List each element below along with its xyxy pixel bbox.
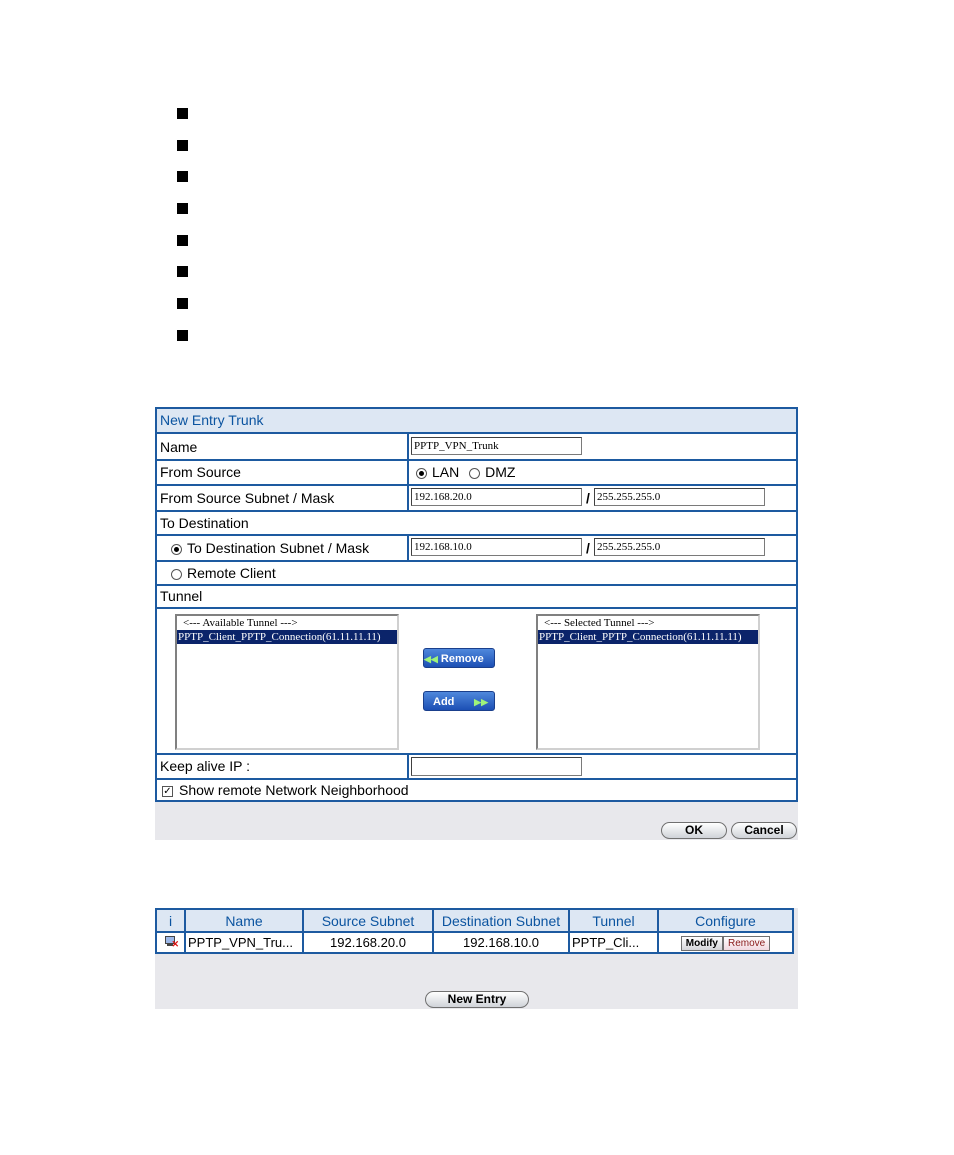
remote-client-option bbox=[171, 562, 276, 584]
selected-tunnel-list[interactable] bbox=[536, 614, 760, 750]
to-destination-row bbox=[157, 510, 796, 534]
col-configure-header: Configure bbox=[658, 909, 793, 932]
cancel-button[interactable]: Cancel bbox=[731, 822, 797, 839]
source-dmz-label: DMZ bbox=[485, 464, 516, 480]
col-destination-header: Destination Subnet bbox=[433, 909, 569, 932]
source-mask-input[interactable]: 255.255.255.0 bbox=[594, 488, 765, 506]
remote-client-label: Remote Client bbox=[187, 565, 276, 581]
source-dmz-radio[interactable] bbox=[469, 468, 480, 479]
col-source-header: Source Subnet bbox=[303, 909, 433, 932]
new-entry-trunk-panel bbox=[155, 407, 798, 840]
source-subnet-row bbox=[157, 484, 796, 510]
keep-alive-row bbox=[157, 753, 796, 778]
col-tunnel-header: Tunnel bbox=[569, 909, 658, 932]
bullet-marker bbox=[177, 330, 188, 341]
bullet-marker bbox=[177, 203, 188, 214]
trunk-list-panel bbox=[155, 908, 798, 1009]
double-left-arrow-icon: ◀◀ bbox=[424, 654, 438, 664]
available-tunnel-item[interactable]: PPTP_Client_PPTP_Connection(61.11.11.11) bbox=[177, 630, 397, 644]
trunk-form bbox=[155, 407, 798, 802]
double-right-arrow-icon: ▶▶ bbox=[474, 697, 488, 707]
bullet-marker bbox=[177, 108, 188, 119]
bullet-marker bbox=[177, 140, 188, 151]
keep-alive-input[interactable] bbox=[411, 757, 582, 776]
form-title: New Entry Trunk bbox=[157, 409, 796, 432]
dest-subnet-radio[interactable] bbox=[171, 544, 182, 555]
name-cell: PPTP_VPN_Tru... bbox=[185, 932, 303, 953]
dest-subnet-input[interactable]: 192.168.10.0 bbox=[411, 538, 582, 556]
source-lan-radio[interactable] bbox=[416, 468, 427, 479]
column-divider bbox=[407, 755, 409, 778]
source-subnet-cell: 192.168.20.0 bbox=[303, 932, 433, 953]
selected-tunnel-header: <--- Selected Tunnel ---> bbox=[544, 617, 655, 629]
source-subnet-label: From Source Subnet / Mask bbox=[160, 490, 335, 506]
add-tunnel-label: Add bbox=[433, 696, 455, 708]
dest-mask-input[interactable]: 255.255.255.0 bbox=[594, 538, 765, 556]
keep-alive-label: Keep alive IP : bbox=[160, 758, 251, 774]
new-entry-button[interactable]: New Entry bbox=[425, 991, 529, 1008]
remote-client-row bbox=[157, 560, 796, 584]
table-row bbox=[156, 932, 793, 953]
from-source-row bbox=[157, 459, 796, 484]
bullet-marker bbox=[177, 235, 188, 246]
show-neighborhood-label: Show remote Network Neighborhood bbox=[179, 782, 409, 798]
show-neighborhood-row bbox=[157, 778, 796, 802]
bullet-marker bbox=[177, 266, 188, 277]
dest-subnet-option bbox=[171, 537, 369, 559]
dest-subnet-row bbox=[157, 534, 796, 560]
subnet-mask-separator: / bbox=[586, 490, 590, 506]
available-tunnel-header: <--- Available Tunnel ---> bbox=[183, 617, 298, 629]
modify-button[interactable]: Modify bbox=[681, 936, 723, 951]
tunnel-label: Tunnel bbox=[160, 588, 203, 604]
show-neighborhood-option bbox=[162, 779, 409, 801]
source-subnet-input[interactable]: 192.168.20.0 bbox=[411, 488, 582, 506]
configure-cell bbox=[658, 932, 793, 953]
col-info-header: i bbox=[156, 909, 185, 932]
network-disconnected-icon[interactable]: ✕ bbox=[164, 935, 178, 948]
name-row bbox=[157, 432, 796, 459]
tunnel-cell: PPTP_Cli... bbox=[569, 932, 658, 953]
tunnel-selector-row bbox=[157, 607, 796, 753]
info-cell bbox=[156, 932, 185, 953]
column-divider bbox=[407, 486, 409, 510]
name-input[interactable]: PPTP_VPN_Trunk bbox=[411, 437, 582, 455]
table-header-row bbox=[156, 909, 793, 932]
dest-subnet-label: To Destination Subnet / Mask bbox=[187, 540, 370, 556]
source-radio-group bbox=[416, 461, 515, 483]
remove-tunnel-button[interactable] bbox=[423, 648, 495, 668]
ok-button[interactable]: OK bbox=[661, 822, 727, 839]
subnet-mask-separator: / bbox=[586, 540, 590, 556]
remove-button[interactable]: Remove bbox=[723, 936, 770, 951]
destination-subnet-cell: 192.168.10.0 bbox=[433, 932, 569, 953]
remote-client-radio[interactable] bbox=[171, 569, 182, 580]
source-lan-label: LAN bbox=[432, 464, 460, 480]
column-divider bbox=[407, 434, 409, 459]
show-neighborhood-checkbox[interactable]: ✓ bbox=[163, 785, 172, 797]
from-source-label: From Source bbox=[160, 464, 241, 480]
available-tunnel-list[interactable] bbox=[175, 614, 399, 750]
selected-tunnel-item[interactable]: PPTP_Client_PPTP_Connection(61.11.11.11) bbox=[538, 630, 758, 644]
bullet-marker bbox=[177, 298, 188, 309]
column-divider bbox=[407, 461, 409, 484]
name-label: Name bbox=[160, 439, 198, 455]
column-divider bbox=[407, 536, 409, 560]
to-destination-label: To Destination bbox=[160, 515, 249, 531]
tunnel-row bbox=[157, 584, 796, 607]
col-name-header: Name bbox=[185, 909, 303, 932]
trunk-table bbox=[155, 908, 794, 954]
add-tunnel-button[interactable] bbox=[423, 691, 495, 711]
remove-tunnel-label: Remove bbox=[440, 653, 484, 665]
bullet-marker bbox=[177, 171, 188, 182]
